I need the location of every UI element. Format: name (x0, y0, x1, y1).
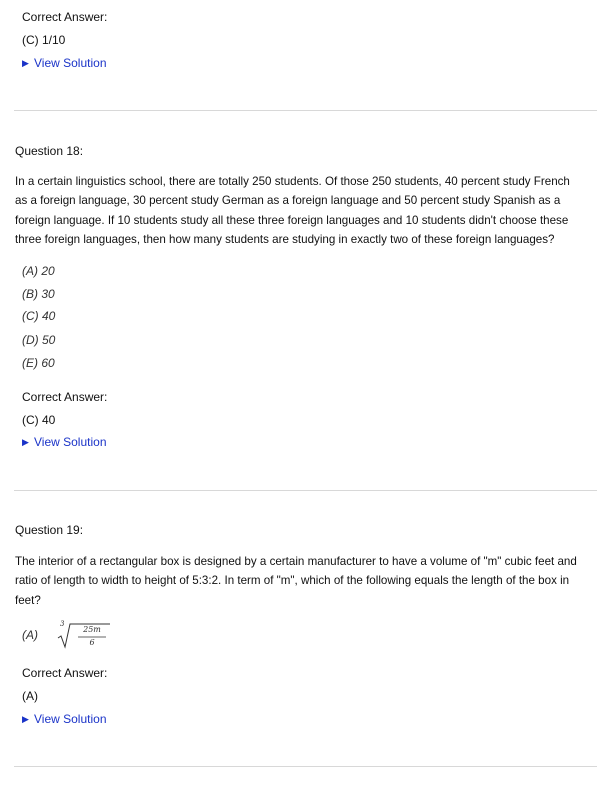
view-solution-label: View Solution (34, 435, 107, 449)
view-solution-link[interactable] (22, 435, 107, 449)
answer-option: (B) 30 (22, 287, 55, 301)
divider (14, 490, 597, 491)
question-text-line: three foreign languages, then how many students are studying in exactly two of these foreign languages? (15, 232, 555, 246)
correct-answer-label: Correct Answer: (22, 10, 108, 24)
view-solution-label: View Solution (34, 56, 107, 70)
root-index: 3 (60, 620, 65, 628)
answer-option: (C) 40 (22, 309, 56, 323)
question-text (15, 552, 601, 610)
view-solution-link[interactable] (22, 56, 107, 70)
option-label: (A) (22, 628, 38, 642)
triangle-right-icon: ▶ (22, 58, 29, 68)
question-title: Question 19: (15, 523, 84, 537)
question-text-line: The interior of a rectangular box is designed by a certain manufacturer to have a volume of "m" cubic feet and (15, 555, 577, 568)
answer-option: (E) 60 (22, 356, 55, 370)
triangle-right-icon: ▶ (22, 714, 29, 724)
answer-option: (A) 20 (22, 264, 55, 278)
answer-option: (D) 50 (22, 333, 56, 347)
view-solution-label: View Solution (34, 712, 107, 726)
question-text-line: feet? (15, 593, 41, 607)
correct-answer-value: (A) (22, 689, 38, 703)
question-title: Question 18: (15, 144, 84, 158)
question-text-line: foreign language. If 10 students study all these three foreign languages and 10 students didn't choose these (15, 213, 569, 227)
question-text-line: In a certain linguistics school, there are totally 250 students. Of those 250 students, 40 percent study French (15, 175, 570, 188)
divider (14, 110, 597, 111)
fraction-numerator: 25m (83, 625, 101, 634)
correct-answer-label: Correct Answer: (22, 666, 108, 680)
fraction-denominator: 6 (89, 638, 95, 647)
question-text (15, 172, 601, 249)
correct-answer-value: (C) 1/10 (22, 33, 66, 47)
view-solution-link[interactable] (22, 712, 107, 726)
triangle-right-icon: ▶ (22, 437, 29, 447)
correct-answer-value: (C) 40 (22, 413, 56, 427)
correct-answer-label: Correct Answer: (22, 390, 108, 404)
question-text-line: ratio of length to width to height of 5:3:2. In term of "m", which of the following equals the length of the box in (15, 574, 570, 588)
question-text-line: as a foreign language, 30 percent study German as a foreign language and 50 percent study Spanish as a (15, 194, 561, 208)
answer-option-math (22, 620, 142, 654)
divider (14, 766, 597, 767)
